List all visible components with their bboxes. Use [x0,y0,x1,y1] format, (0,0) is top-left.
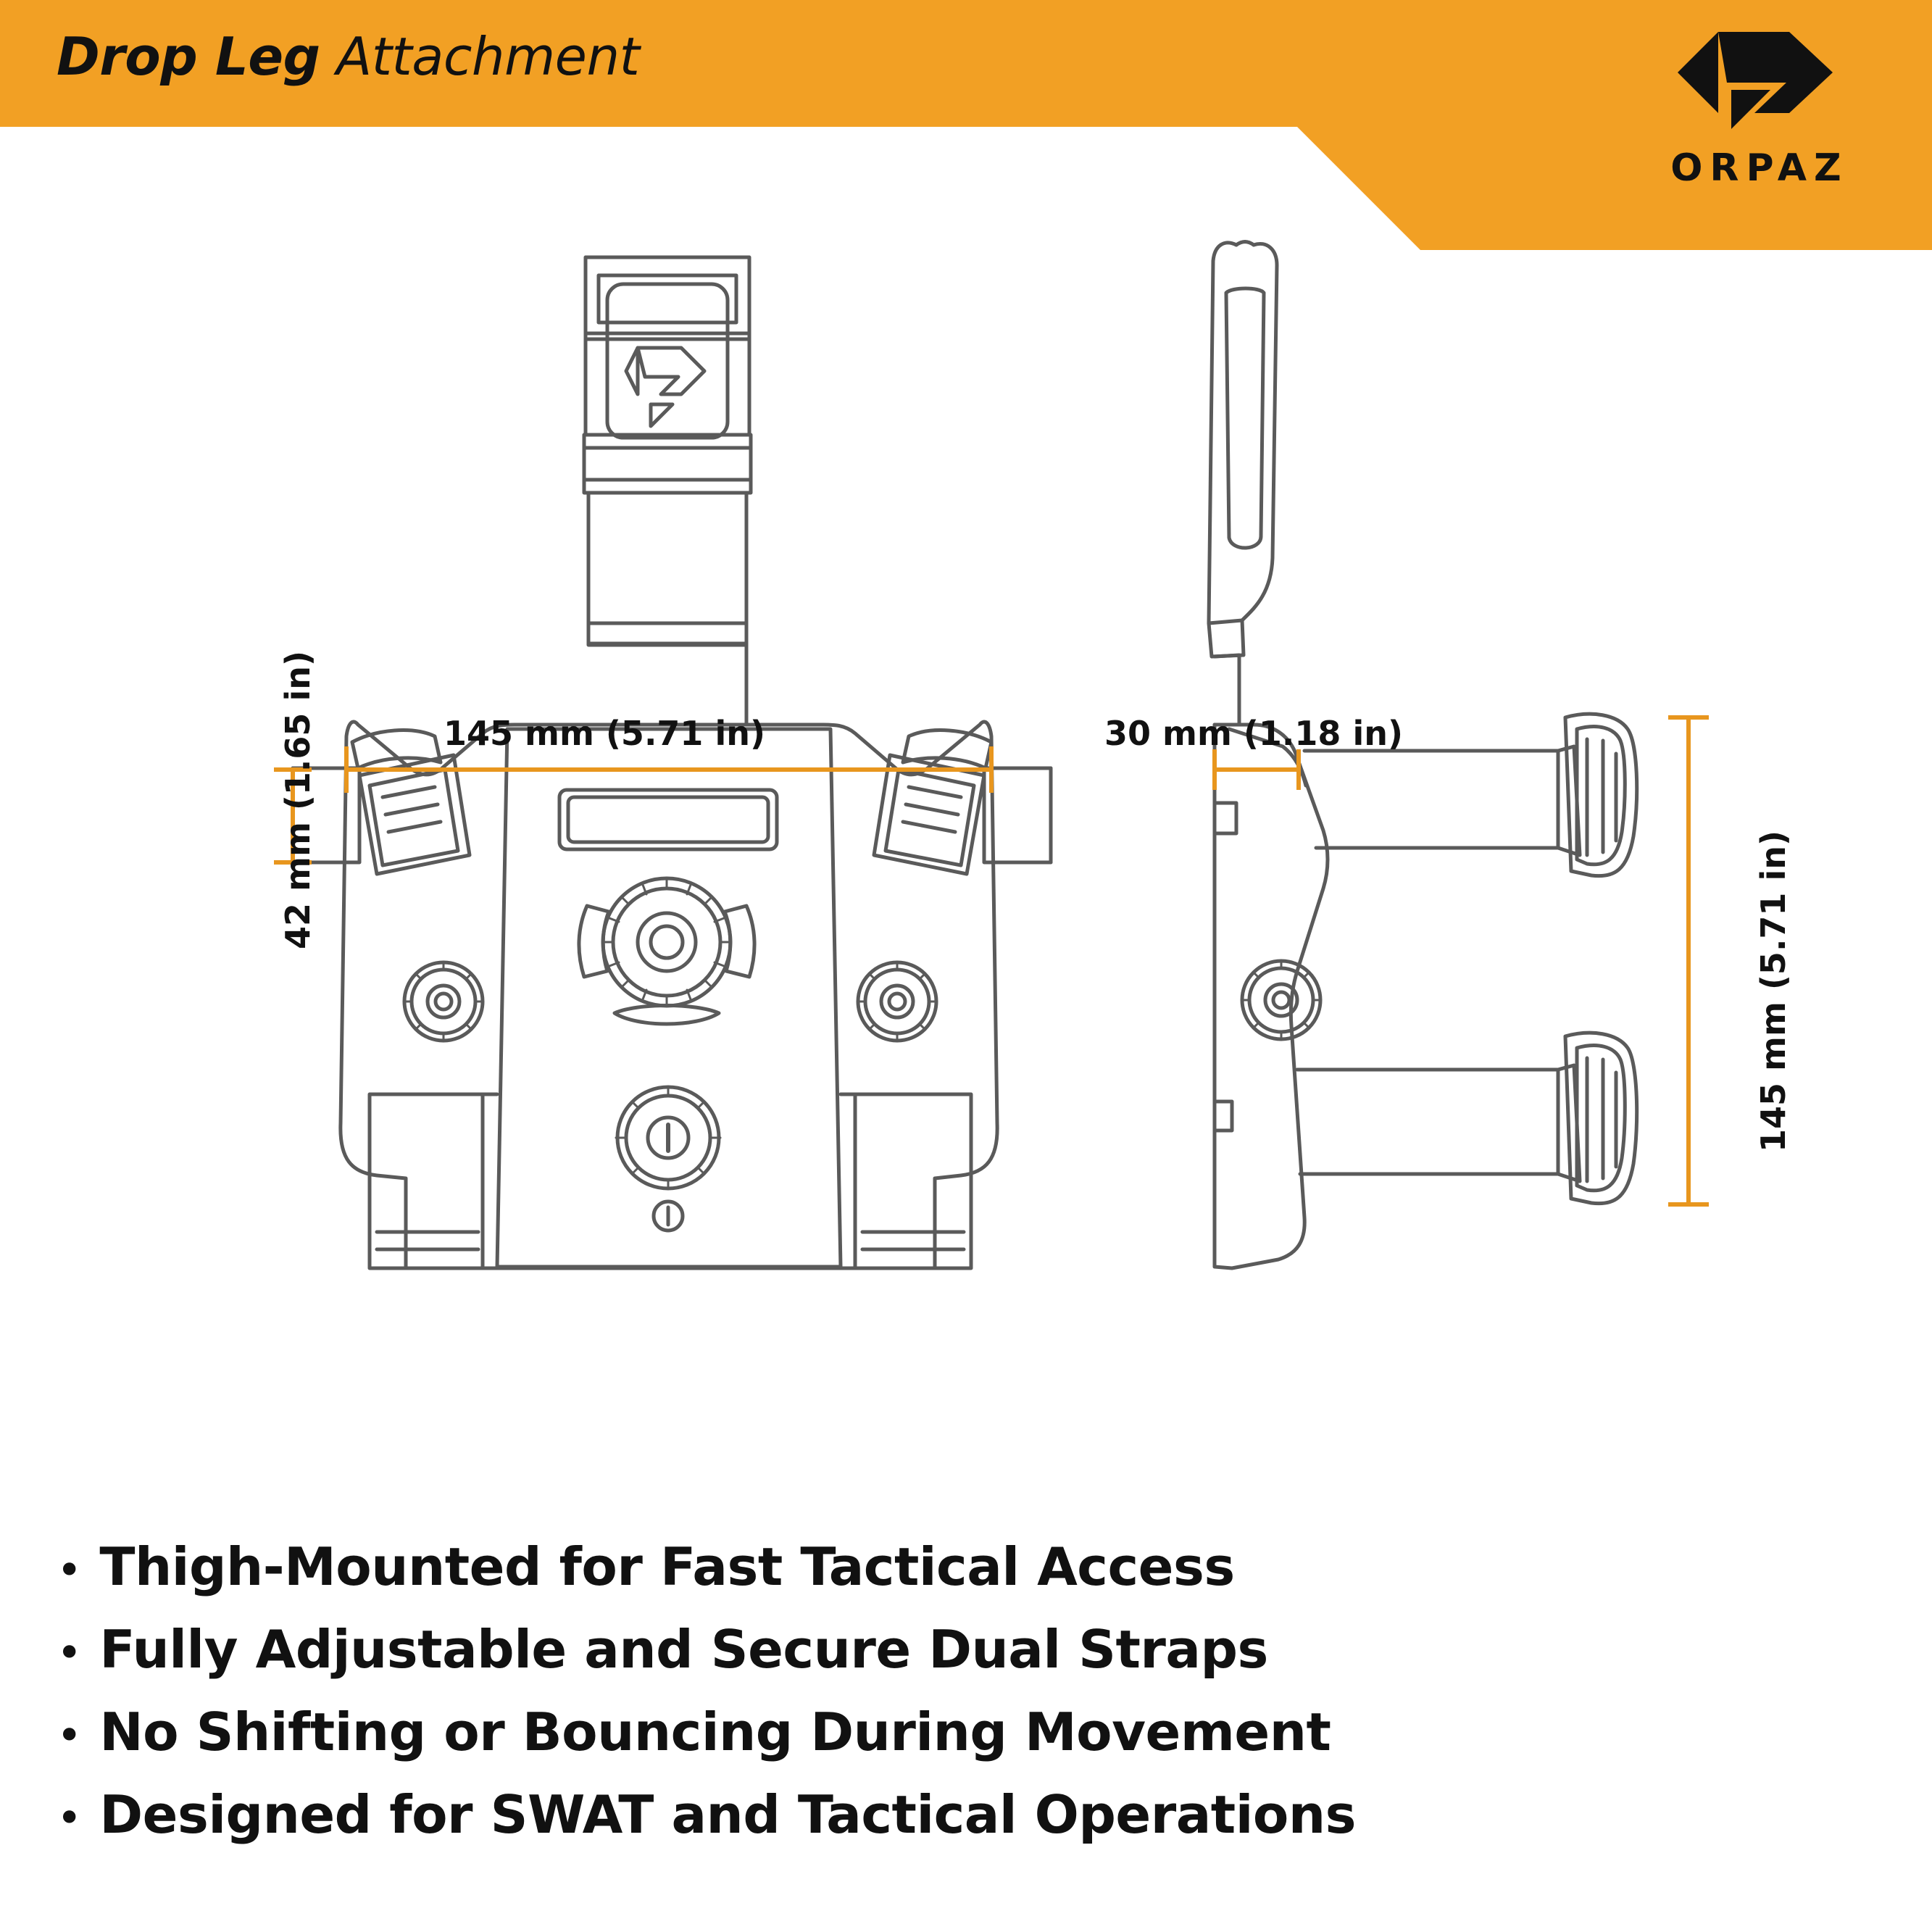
page-title-regular: Attachment [320,26,640,87]
brand-name: ORPAZ [1670,146,1849,190]
feature-item-2 [57,1619,1875,1680]
brand-block [1636,28,1875,190]
bullet-icon: • [57,1628,83,1678]
dimension-label-strap-width: 42 mm (1.65 in) [278,651,317,949]
page-title-bold: Drop Leg [57,26,320,87]
dimension-label-side-height: 145 mm (5.71 in) [1754,830,1793,1152]
page-title [57,26,639,87]
page-header [0,0,1932,250]
product-diagram [0,217,1932,1515]
bullet-icon: • [57,1793,83,1844]
bullet-icon: • [57,1545,83,1596]
dimension-label-front-width: 145 mm (5.71 in) [444,714,765,753]
orpaz-logo-icon [1662,28,1850,136]
dimension-label-side-thickness: 30 mm (1.18 in) [1104,714,1403,753]
feature-text: Thigh-Mounted for Fast Tactical Access [99,1536,1235,1597]
feature-item-1 [57,1536,1875,1597]
feature-text: Fully Adjustable and Secure Dual Straps [99,1619,1268,1680]
bullet-icon: • [57,1710,83,1761]
feature-list [57,1536,1875,1867]
feature-item-3 [57,1702,1875,1762]
feature-text: Designed for SWAT and Tactical Operations [99,1784,1356,1845]
feature-item-4 [57,1784,1875,1845]
feature-text: No Shifting or Bouncing During Movement [99,1702,1331,1762]
